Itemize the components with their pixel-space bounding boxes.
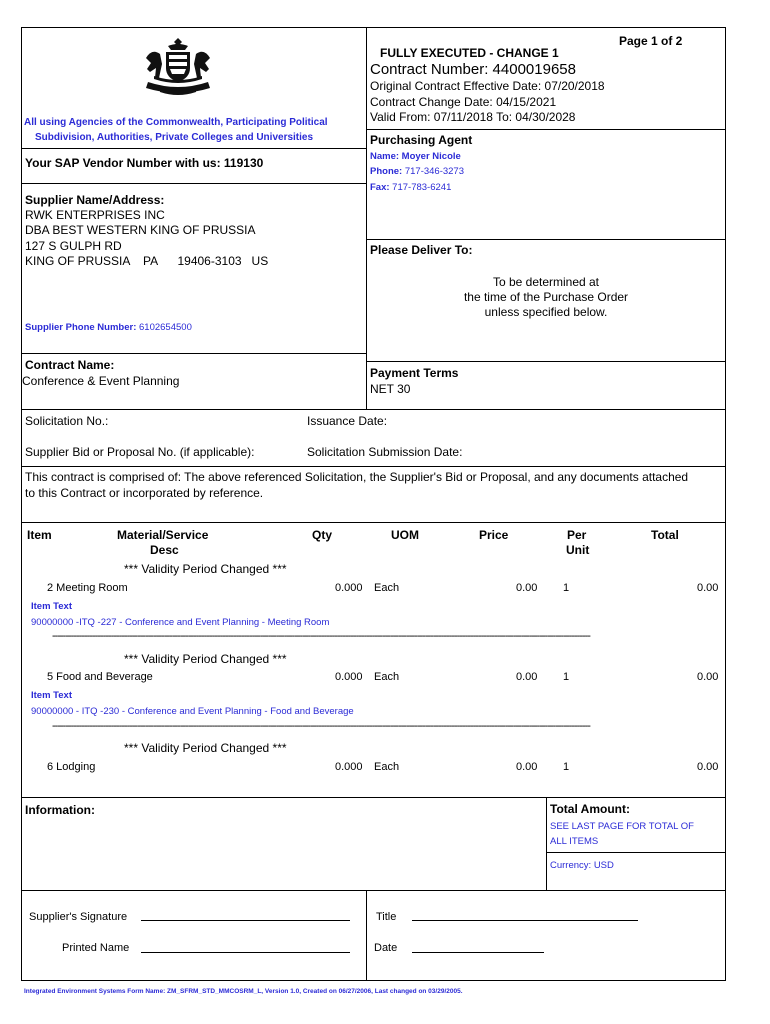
line-item-desc: 6 Lodging: [47, 761, 96, 773]
validity-note: *** Validity Period Changed ***: [124, 652, 287, 666]
item-text: 90000000 - ITQ -230 - Conference and Event Planning - Food and Beverage: [31, 706, 354, 717]
item-text-label: Item Text: [31, 690, 73, 701]
line-item-price: 0.00: [516, 582, 538, 594]
line-item-uom: Each: [374, 761, 400, 773]
supplier-line-4: KING OF PRUSSIA PA 19406-3103 US: [25, 254, 269, 268]
col-total: Total: [651, 528, 679, 542]
supplier-label: Supplier Name/Address:: [25, 193, 165, 207]
information-label: Information:: [25, 803, 95, 817]
validity-note: *** Validity Period Changed ***: [124, 562, 287, 576]
line-item-desc: 2 Meeting Room: [47, 582, 128, 594]
col-item: Item: [27, 528, 52, 542]
col-qty: Qty: [312, 528, 333, 542]
total-amount-label: Total Amount:: [550, 802, 630, 816]
agent-phone-value: 717-346-3273: [402, 166, 465, 177]
agencies-line-2: Subdivision, Authorities, Private Colleges and Universities: [35, 132, 314, 143]
line-item-uom: Each: [374, 671, 400, 683]
supplier-phone: [25, 322, 192, 333]
bid-proposal-no: Supplier Bid or Proposal No. (if applicable):: [25, 445, 255, 459]
contract-status: FULLY EXECUTED - CHANGE 1: [380, 46, 559, 60]
deliver-label: Please Deliver To:: [370, 243, 473, 257]
deliver-line-3: unless specified below.: [484, 305, 608, 319]
agencies-line-1: All using Agencies of the Commonwealth, Participating Political: [24, 117, 328, 128]
signature-field[interactable]: [141, 920, 350, 921]
submission-date: Solicitation Submission Date:: [307, 445, 463, 459]
agent-phone: [370, 166, 464, 177]
form-footer: Integrated Environment Systems Form Name: ZM_SFRM_STD_MMCOSRM_L, Version 1.0, Created on 06/27/2006, Last changed on 03/29/2005.: [24, 988, 463, 995]
contract-number: Contract Number: 4400019658: [370, 61, 576, 78]
line-item-uom: Each: [374, 582, 400, 594]
item-separator: ----------------------------------------------------------------------------------------------------------------------------------------------------------------------------------------------------------: [52, 630, 590, 642]
agent-phone-label: Phone:: [370, 166, 403, 177]
agent-fax-label: Fax:: [370, 182, 390, 193]
title-label: Title: [376, 911, 397, 923]
comprised-line-2: to this Contract or incorporated by reference.: [25, 486, 264, 500]
solicitation-no: Solicitation No.:: [25, 414, 109, 428]
comprised-line-1: This contract is comprised of: The above referenced Solicitation, the Supplier's Bid or Proposal, and any documents attached: [25, 470, 689, 484]
line-item-qty: 0.000: [335, 671, 363, 683]
page-indicator: Page 1 of 2: [619, 34, 683, 48]
commonwealth-seal-icon: [138, 36, 218, 98]
agent-name: Name: Moyer Nicole: [370, 151, 461, 162]
printed-name-label: Printed Name: [62, 942, 130, 954]
supplier-phone-value: 6102654500: [136, 322, 192, 333]
printed-name-field[interactable]: [141, 952, 350, 953]
change-date: Contract Change Date: 04/15/2021: [370, 95, 557, 109]
deliver-line-2: the time of the Purchase Order: [463, 290, 629, 304]
col-per: Per: [567, 528, 587, 542]
supplier-line-2: DBA BEST WESTERN KING OF PRUSSIA: [25, 223, 256, 237]
deliver-line-1: To be determined at: [492, 275, 600, 289]
item-text: 90000000 -ITQ -227 - Conference and Event Planning - Meeting Room: [31, 617, 330, 628]
line-item-qty: 0.000: [335, 582, 363, 594]
item-text-label: Item Text: [31, 601, 73, 612]
contract-name-value: Conference & Event Planning: [22, 374, 180, 388]
validity-note: *** Validity Period Changed ***: [124, 741, 287, 755]
purchasing-agent-title: Purchasing Agent: [370, 133, 473, 147]
payment-terms-label: Payment Terms: [370, 366, 459, 380]
line-item-price: 0.00: [516, 671, 538, 683]
total-amount-line-1: SEE LAST PAGE FOR TOTAL OF: [550, 821, 694, 832]
date-field[interactable]: [412, 952, 544, 953]
issuance-date: Issuance Date:: [307, 414, 388, 428]
col-desc: Desc: [150, 543, 179, 557]
effective-date: Original Contract Effective Date: 07/20/2018: [370, 79, 605, 93]
line-item-total: 0.00: [697, 582, 719, 594]
line-item-per: 1: [563, 582, 570, 594]
line-item-qty: 0.000: [335, 761, 363, 773]
contract-name-label: Contract Name:: [25, 358, 115, 372]
line-item-per: 1: [563, 671, 570, 683]
col-uom: UOM: [391, 528, 419, 542]
line-item-per: 1: [563, 761, 570, 773]
col-material: Material/Service: [117, 528, 209, 542]
payment-terms-value: NET 30: [370, 382, 411, 396]
signature-label: Supplier's Signature: [29, 911, 128, 923]
vendor-number: Your SAP Vendor Number with us: 119130: [25, 156, 264, 170]
supplier-line-3: 127 S GULPH RD: [25, 239, 122, 253]
agent-fax: [370, 182, 451, 193]
valid-period: Valid From: 07/11/2018 To: 04/30/2028: [370, 110, 576, 124]
currency: Currency: USD: [550, 860, 614, 871]
line-item-total: 0.00: [697, 761, 719, 773]
total-amount-line-2: ALL ITEMS: [550, 836, 599, 847]
supplier-line-1: RWK ENTERPRISES INC: [25, 208, 165, 222]
title-field[interactable]: [412, 920, 638, 921]
item-separator: ----------------------------------------------------------------------------------------------------------------------------------------------------------------------------------------------------------: [52, 720, 590, 732]
col-unit: Unit: [566, 543, 590, 557]
line-item-price: 0.00: [516, 761, 538, 773]
supplier-phone-label: Supplier Phone Number:: [25, 322, 137, 333]
agent-fax-value: 717-783-6241: [389, 182, 452, 193]
line-item-total: 0.00: [697, 671, 719, 683]
line-item-desc: 5 Food and Beverage: [47, 671, 153, 683]
date-label: Date: [374, 942, 398, 954]
col-price: Price: [479, 528, 509, 542]
